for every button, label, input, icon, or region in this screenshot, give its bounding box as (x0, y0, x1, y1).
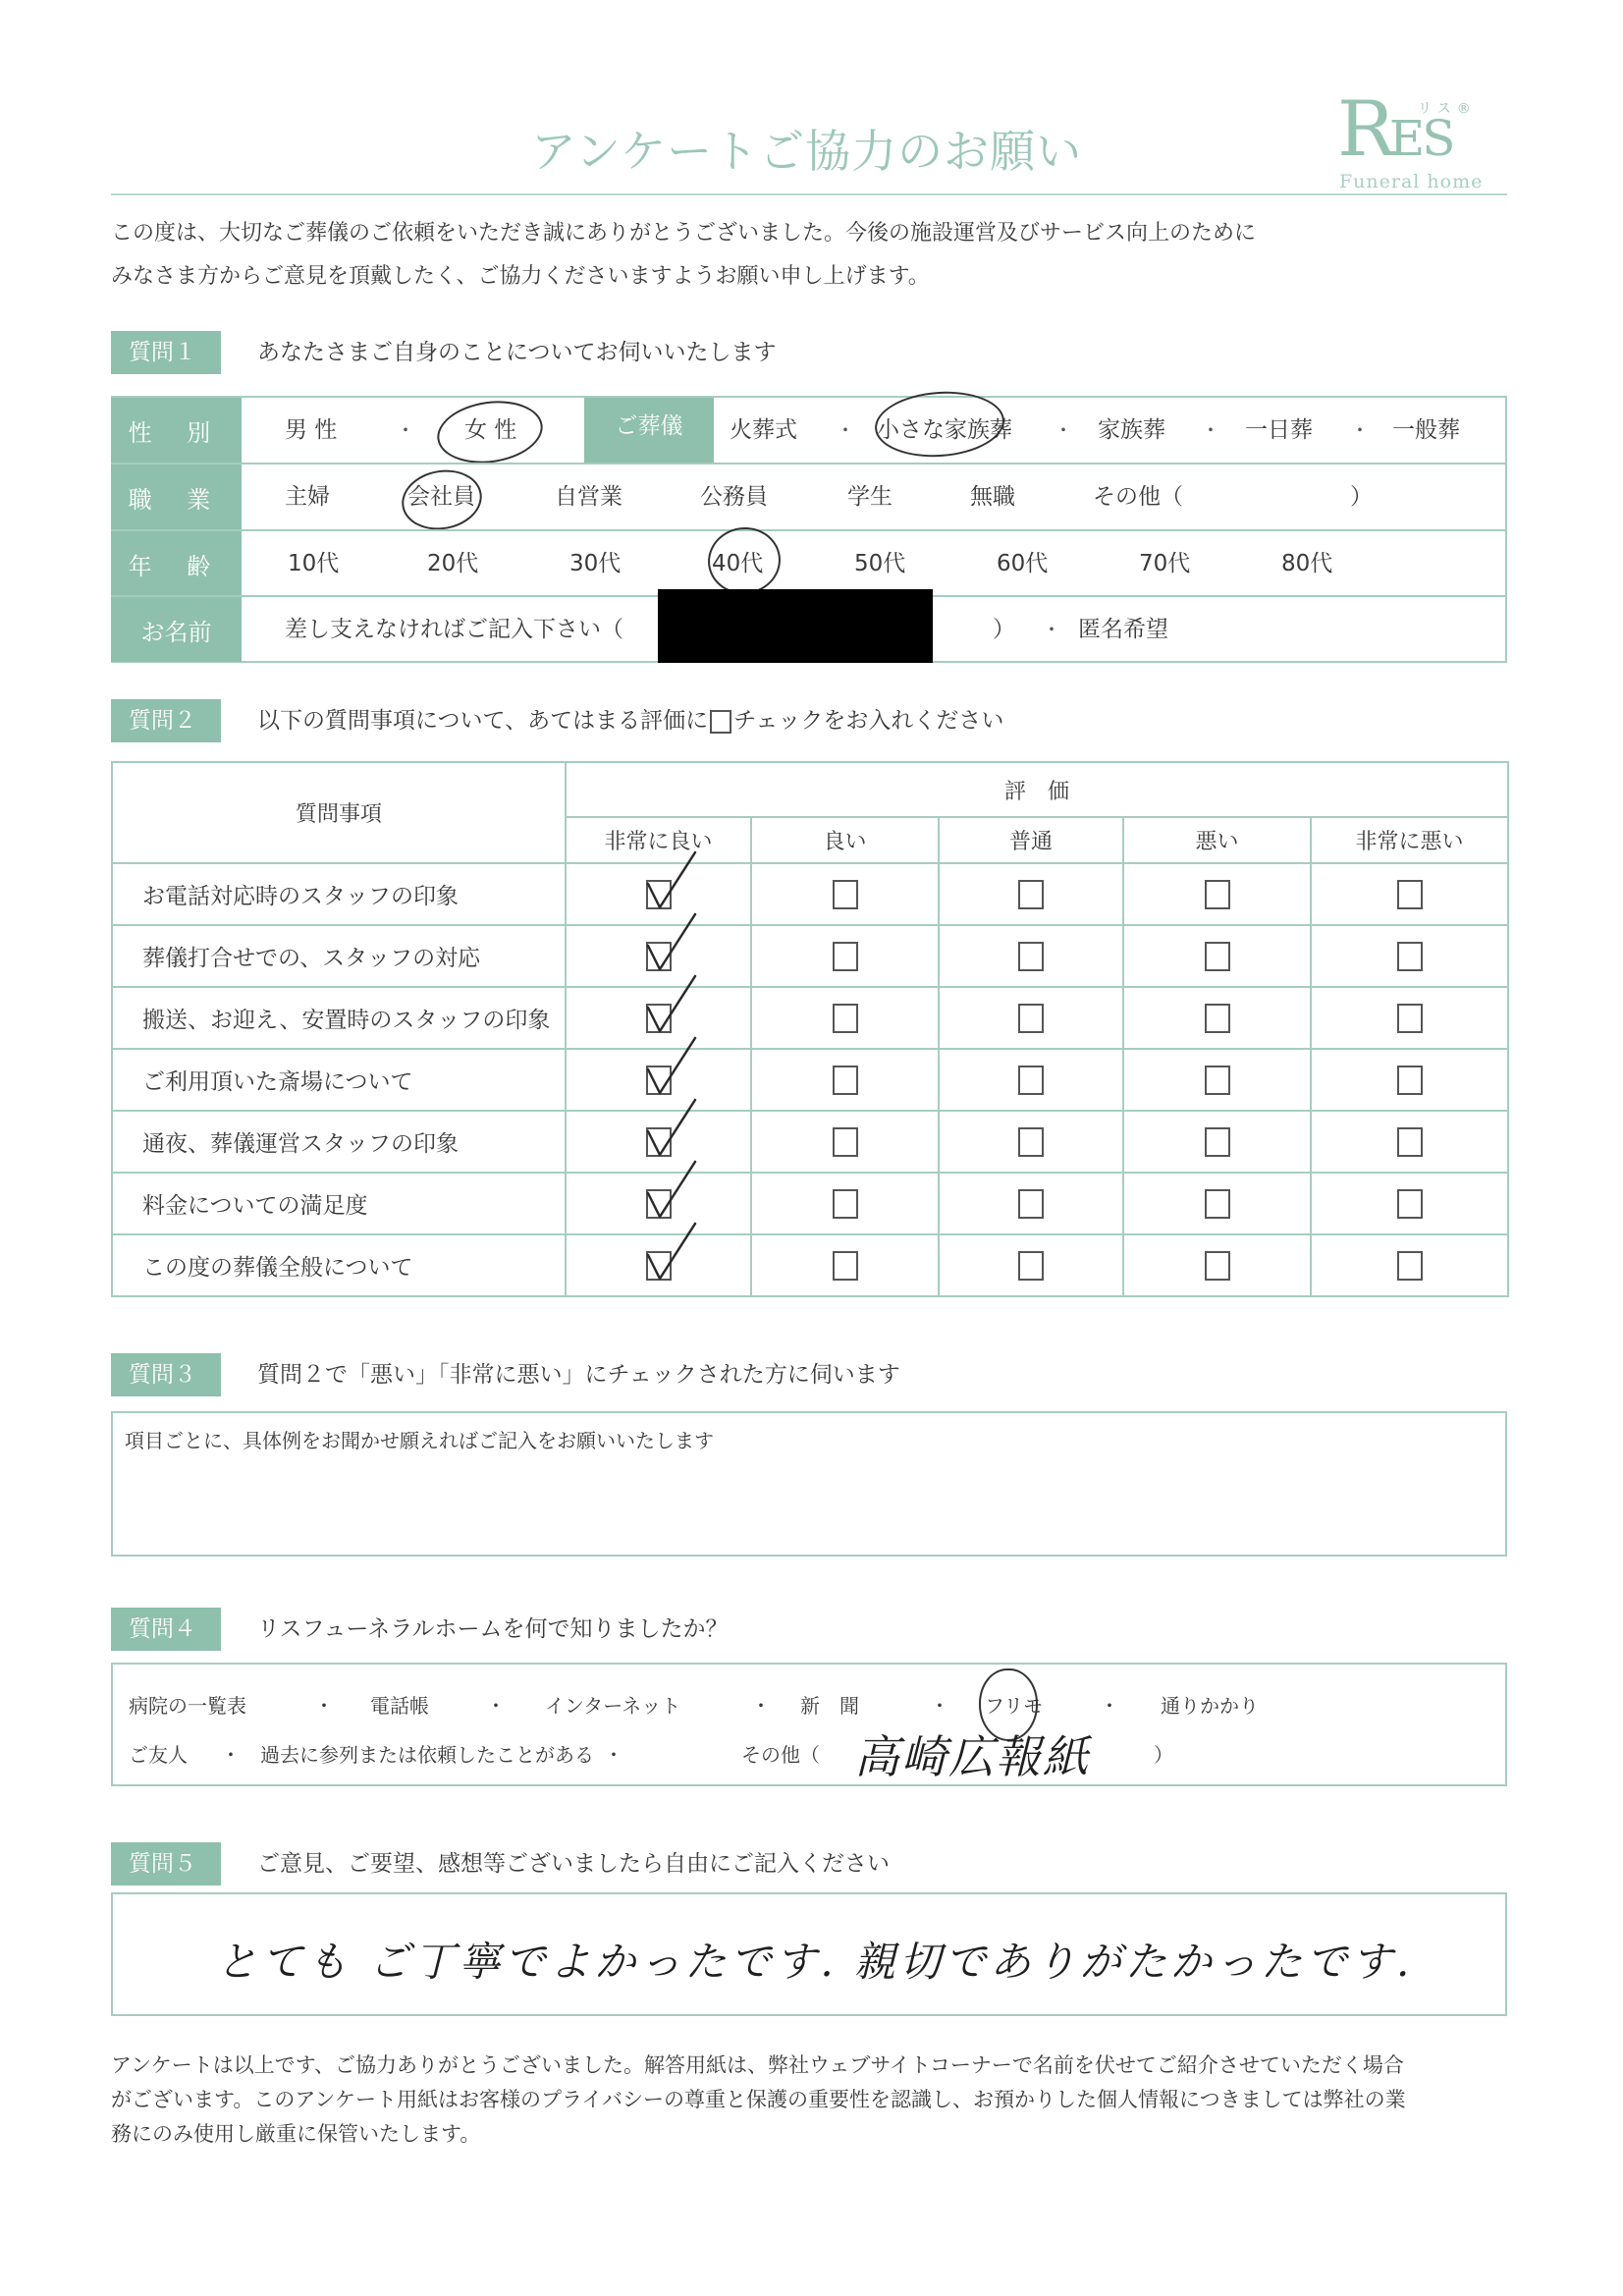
rating-table (111, 761, 1509, 1297)
q5-tag: 質問５ (111, 1842, 221, 1886)
occupation-option-company-employee[interactable]: 会社員 (407, 484, 475, 510)
occupation-other-close: ） (1350, 484, 1373, 510)
checkbox-average[interactable] (1018, 1066, 1044, 1095)
logo-mark: RES (1337, 85, 1453, 174)
q2-question-post: チェックをお入れください (733, 708, 1004, 734)
checkbox-very-bad[interactable] (1397, 1189, 1423, 1219)
q4-options-box (111, 1663, 1507, 1786)
age-option-80s[interactable]: 80代 (1281, 551, 1333, 576)
gender-option-female[interactable]: 女 性 (464, 417, 517, 443)
q2-question (257, 699, 1003, 742)
q4-option-past-attendance[interactable]: 過去に参列または依頼したことがある (260, 1743, 594, 1767)
checkbox-bad[interactable] (1205, 1189, 1230, 1219)
rating-cell-very-bad (1311, 925, 1508, 987)
check-mark-icon (642, 1158, 701, 1223)
checkbox-average[interactable] (1018, 1189, 1044, 1219)
q1-row-age (111, 529, 1505, 596)
occupation-option-unemployed[interactable]: 無職 (970, 484, 1015, 510)
selection-circle (433, 395, 547, 469)
q4-option-phonebook[interactable]: 電話帳 (370, 1694, 429, 1718)
separator: ・ (396, 418, 415, 442)
rating-item-label: お電話対応時のスタッフの印象 (112, 863, 566, 925)
checkbox-good[interactable] (833, 942, 858, 971)
rating-cell-bad (1123, 1049, 1311, 1111)
checkbox-very-good[interactable] (646, 1004, 672, 1033)
rating-item-label: ご利用頂いた斎場について (112, 1049, 566, 1111)
q4-option-furimo[interactable]: フリモ (985, 1694, 1044, 1718)
checkbox-very-bad[interactable] (1397, 1004, 1423, 1033)
occupation-option-self-employed[interactable]: 自営業 (555, 484, 622, 510)
checkbox-good[interactable] (833, 880, 858, 909)
q5-question: ご意見、ご要望、感想等ございましたら自由にご記入ください (257, 1851, 890, 1877)
separator: ・ (1042, 618, 1061, 641)
rating-cell-good (751, 925, 939, 987)
checkbox-good[interactable] (833, 1066, 858, 1095)
funeral-option-cremation[interactable]: 火葬式 (730, 417, 797, 443)
separator: ・ (1054, 418, 1073, 442)
q4-option-passing-by[interactable]: 通りかかり (1161, 1694, 1259, 1718)
rating-item-label: この度の葬儀全般について (112, 1234, 566, 1296)
separator: ・ (221, 1743, 241, 1767)
rating-cell-average (939, 925, 1123, 987)
rating-item-label: 通夜、葬儀運営スタッフの印象 (112, 1111, 566, 1173)
rating-row (112, 925, 1508, 987)
q4-option-friend[interactable]: ご友人 (129, 1743, 188, 1767)
q5-answer-box[interactable] (111, 1892, 1507, 2016)
rating-cell-very-bad (1311, 863, 1508, 925)
logo-subtitle: Funeral home (1339, 171, 1484, 192)
q4-option-other-label[interactable]: その他（ (741, 1743, 820, 1767)
rating-cell-bad (1123, 863, 1311, 925)
separator: ・ (751, 1694, 771, 1718)
rating-cell-good (751, 1111, 939, 1173)
q3-answer-box[interactable] (111, 1411, 1507, 1557)
intro-line-1: この度は、大切なご葬儀のご依頼をいただき誠にありがとうございました。今後の施設運営及びサービス向上のために (111, 221, 1257, 246)
logo-kana: リス® (1418, 101, 1477, 117)
header-question-items: 質問事項 (112, 762, 566, 863)
checkbox-good[interactable] (833, 1004, 858, 1033)
q4-option-internet[interactable]: インターネット (545, 1694, 681, 1718)
rating-cell-good (751, 1173, 939, 1234)
age-option-30s[interactable]: 30代 (569, 551, 622, 576)
occupation-option-housewife[interactable]: 主婦 (285, 484, 330, 510)
check-mark-icon (642, 910, 701, 975)
rating-cell-average (939, 1111, 1123, 1173)
checkbox-good[interactable] (833, 1127, 858, 1157)
header-rating: 評 価 (566, 762, 1508, 817)
separator: ・ (836, 418, 855, 442)
check-mark-icon (642, 848, 701, 913)
name-label: お名前 (111, 597, 242, 662)
intro-line-2: みなさま方からご意見を頂戴したく、ご協力くださいますようお願い申し上げます。 (111, 264, 930, 289)
company-logo (1337, 85, 1494, 192)
occupation-label: 職 業 (111, 465, 242, 529)
gender-option-male[interactable]: 男 性 (285, 417, 338, 443)
check-mark-icon (642, 1220, 701, 1285)
rating-row (112, 987, 1508, 1049)
rating-cell-good (751, 1234, 939, 1296)
q4-question: リスフューネラルホームを何で知りましたか？ (257, 1616, 729, 1642)
check-mark-icon (642, 972, 701, 1037)
checkbox-very-good[interactable] (646, 1189, 672, 1219)
checkbox-average[interactable] (1018, 1251, 1044, 1281)
q1-row-gender (111, 398, 1505, 463)
checkbox-very-bad[interactable] (1397, 942, 1423, 971)
separator: ・ (604, 1743, 623, 1767)
rating-cell-very-bad (1311, 1111, 1508, 1173)
col-very-bad: 非常に悪い (1311, 817, 1508, 863)
checkbox-very-good[interactable] (646, 880, 672, 909)
checkbox-bad[interactable] (1205, 1251, 1230, 1281)
rating-cell-average (939, 863, 1123, 925)
age-option-70s[interactable]: 70代 (1139, 551, 1191, 576)
q3-instruction: 項目ごとに、具体例をお聞かせ願えればご記入をお願いいたします (125, 1429, 714, 1452)
separator: ・ (486, 1694, 506, 1718)
checkbox-very-bad[interactable] (1397, 1066, 1423, 1095)
name-prompt: 差し支えなければご記入下さい（ (285, 617, 623, 642)
checkbox-average[interactable] (1018, 1127, 1044, 1157)
age-option-60s[interactable]: 60代 (997, 551, 1049, 576)
age-option-10s[interactable]: 10代 (288, 551, 340, 576)
q4-option-hospital-list[interactable]: 病院の一覧表 (129, 1694, 246, 1718)
rating-row (112, 1049, 1508, 1111)
rating-cell-good (751, 987, 939, 1049)
checkbox-bad[interactable] (1205, 1066, 1230, 1095)
q2-tag: 質問２ (111, 699, 221, 742)
rating-cell-average (939, 987, 1123, 1049)
q3-tag: 質問３ (111, 1353, 221, 1396)
checkbox-very-bad[interactable] (1397, 1127, 1423, 1157)
checkbox-good[interactable] (833, 1189, 858, 1219)
checkbox-bad[interactable] (1205, 942, 1230, 971)
checkbox-very-bad[interactable] (1397, 880, 1423, 909)
col-good: 良い (751, 817, 939, 863)
header-divider (111, 193, 1507, 195)
check-mark-icon (642, 1034, 701, 1099)
q4-other-handwritten: 高崎広報紙 (854, 1730, 1090, 1783)
rating-row (112, 1111, 1508, 1173)
footer-note (111, 2049, 1515, 2152)
rating-cell-very-good (566, 1234, 751, 1296)
q4-other-close: ） (1154, 1743, 1173, 1767)
occupation-option-other[interactable]: その他（ (1093, 484, 1183, 510)
rating-item-label: 葬儀打合せでの、スタッフの対応 (112, 925, 566, 987)
separator: ・ (1100, 1694, 1119, 1718)
rating-cell-average (939, 1173, 1123, 1234)
checkbox-sample-icon (710, 710, 731, 734)
q1-tag: 質問１ (111, 331, 221, 374)
age-option-20s[interactable]: 20代 (427, 551, 479, 576)
funeral-type-label: ご葬儀 (584, 398, 714, 463)
col-bad: 悪い (1123, 817, 1311, 863)
q1-question: あなたさまご自身のことについてお伺いいたします (257, 340, 777, 365)
age-option-50s[interactable]: 50代 (854, 551, 906, 576)
checkbox-good[interactable] (833, 1251, 858, 1281)
rating-row (112, 863, 1508, 925)
checkbox-bad[interactable] (1205, 880, 1230, 909)
anonymous-option[interactable]: 匿名希望 (1078, 617, 1168, 642)
q1-row-occupation (111, 463, 1505, 529)
check-mark-icon (642, 1096, 701, 1161)
q3-question: 質問２で「悪い」「非常に悪い」にチェックされた方に伺います (257, 1362, 900, 1388)
rating-cell-good (751, 1049, 939, 1111)
funeral-option-one-day[interactable]: 一日葬 (1245, 417, 1313, 443)
redacted-name-field (658, 589, 933, 663)
checkbox-very-good[interactable] (646, 942, 672, 971)
col-average: 普通 (939, 817, 1123, 863)
separator: ・ (1350, 418, 1370, 442)
checkbox-bad[interactable] (1205, 1127, 1230, 1157)
rating-cell-very-bad (1311, 1049, 1508, 1111)
funeral-option-general[interactable]: 一般葬 (1392, 417, 1460, 443)
funeral-option-small-family[interactable]: 小さな家族葬 (877, 417, 1012, 443)
checkbox-average[interactable] (1018, 880, 1044, 909)
rating-cell-bad (1123, 1173, 1311, 1234)
checkbox-very-good[interactable] (646, 1066, 672, 1095)
page-title: アンケートご協力のお願い (530, 125, 1083, 178)
footer-line-3: 務にのみ使用し厳重に保管いたします。 (111, 2122, 481, 2146)
occupation-option-student[interactable]: 学生 (847, 484, 893, 510)
rating-item-label: 料金についての満足度 (112, 1173, 566, 1234)
q2-question-pre: 以下の質問事項について、あてはまる評価に (257, 708, 709, 734)
checkbox-average[interactable] (1018, 1004, 1044, 1033)
rating-cell-average (939, 1234, 1123, 1296)
rating-cell-very-bad (1311, 987, 1508, 1049)
rating-row (112, 1173, 1508, 1234)
separator: ・ (1201, 418, 1220, 442)
name-close-paren: ） (993, 617, 1015, 642)
checkbox-very-bad[interactable] (1397, 1251, 1423, 1281)
checkbox-very-good[interactable] (646, 1127, 672, 1157)
rating-row (112, 1234, 1508, 1296)
rating-cell-bad (1123, 1111, 1311, 1173)
age-option-40s[interactable]: 40代 (712, 551, 764, 576)
col-very-good: 非常に良い (566, 817, 751, 863)
checkbox-average[interactable] (1018, 942, 1044, 971)
q4-option-newspaper[interactable]: 新 聞 (800, 1694, 859, 1718)
rating-cell-bad (1123, 987, 1311, 1049)
footer-line-1: アンケートは以上です、ご協力ありがとうございました。解答用紙は、弊社ウェブサイトコーナーで名前を伏せてご紹介させていただく場合 (111, 2053, 1404, 2077)
rating-cell-bad (1123, 925, 1311, 987)
funeral-option-family[interactable]: 家族葬 (1098, 417, 1165, 443)
footer-line-2: がございます。このアンケート用紙はお客様のプライバシーの尊重と保護の重要性を認識し、お預かりした個人情報につきましては弊社の業 (111, 2088, 1406, 2111)
separator: ・ (314, 1694, 334, 1718)
q5-handwritten-answer: とても ご丁寧でよかったです. 親切でありがたかったです. (216, 1938, 1414, 1986)
rating-cell-very-bad (1311, 1234, 1508, 1296)
rating-item-label: 搬送、お迎え、安置時のスタッフの印象 (112, 987, 566, 1049)
checkbox-bad[interactable] (1205, 1004, 1230, 1033)
rating-cell-average (939, 1049, 1123, 1111)
rating-cell-good (751, 863, 939, 925)
occupation-option-civil-servant[interactable]: 公務員 (700, 484, 768, 510)
checkbox-very-good[interactable] (646, 1251, 672, 1281)
rating-cell-very-bad (1311, 1173, 1508, 1234)
q4-tag: 質問４ (111, 1608, 221, 1651)
separator: ・ (930, 1694, 949, 1718)
rating-cell-bad (1123, 1234, 1311, 1296)
gender-label: 性 別 (111, 398, 242, 463)
age-label: 年 齢 (111, 531, 242, 596)
